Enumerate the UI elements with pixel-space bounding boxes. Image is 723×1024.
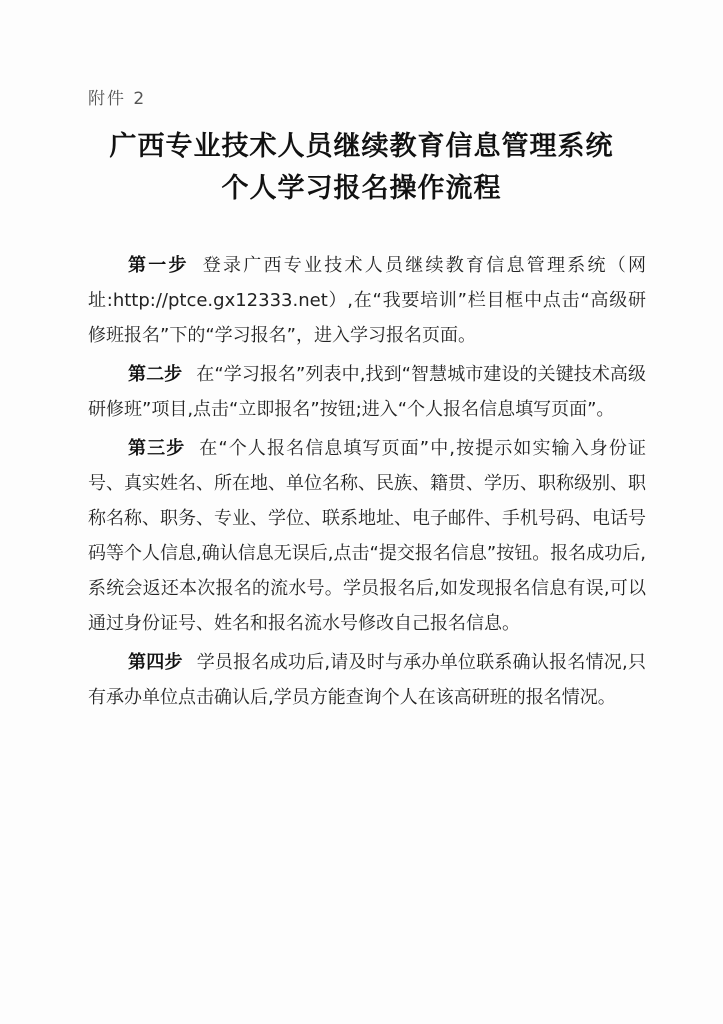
step-label-1: 第一步 bbox=[128, 255, 189, 276]
step-text-1: 登录广西专业技术人员继续教育信息管理系统（网址:http://ptce.gx12333.net）,在“我要培训”栏目框中点击“高级研修班报名”下的“学习报名”，进入学习报名页面。 bbox=[88, 255, 646, 346]
document-body bbox=[88, 248, 646, 719]
step-text-3: 在“个人报名信息填写页面”中,按提示如实输入身份证号、真实姓名、所在地、单位名称、民族、籍贯、学历、职称级别、职称名称、职务、专业、学位、联系地址、电子邮件、手机号码、电话号码等个人信息,确认信息无误后,点击“提交报名信息”按钮。报名成功后,系统会返还本次报名的流水号。学员报名后,如发现报名信息有误,可以通过身份证号、姓名和报名流水号修改自己报名信息。 bbox=[88, 438, 646, 634]
step-paragraph-4 bbox=[88, 645, 646, 715]
attachment-label: 附件 2 bbox=[88, 89, 147, 109]
step-label-2: 第二步 bbox=[128, 364, 183, 385]
step-paragraph-1 bbox=[88, 248, 646, 353]
step-paragraph-3 bbox=[88, 431, 646, 641]
step-text-2: 在“学习报名”列表中,找到“智慧城市建设的关键技术高级研修班”项目,点击“立即报名”按钮;进入“个人报名信息填写页面”。 bbox=[88, 364, 647, 420]
step-label-3: 第三步 bbox=[128, 438, 186, 459]
step-label-4: 第四步 bbox=[128, 652, 183, 673]
step-paragraph-2 bbox=[88, 357, 646, 427]
document-title-line1: 广西专业技术人员继续教育信息管理系统 bbox=[109, 131, 614, 162]
document-title-line2: 个人学习报名操作流程 bbox=[221, 173, 502, 204]
step-text-4: 学员报名成功后,请及时与承办单位联系确认报名情况,只有承办单位点击确认后,学员方能查询个人在该高研班的报名情况。 bbox=[88, 652, 646, 708]
